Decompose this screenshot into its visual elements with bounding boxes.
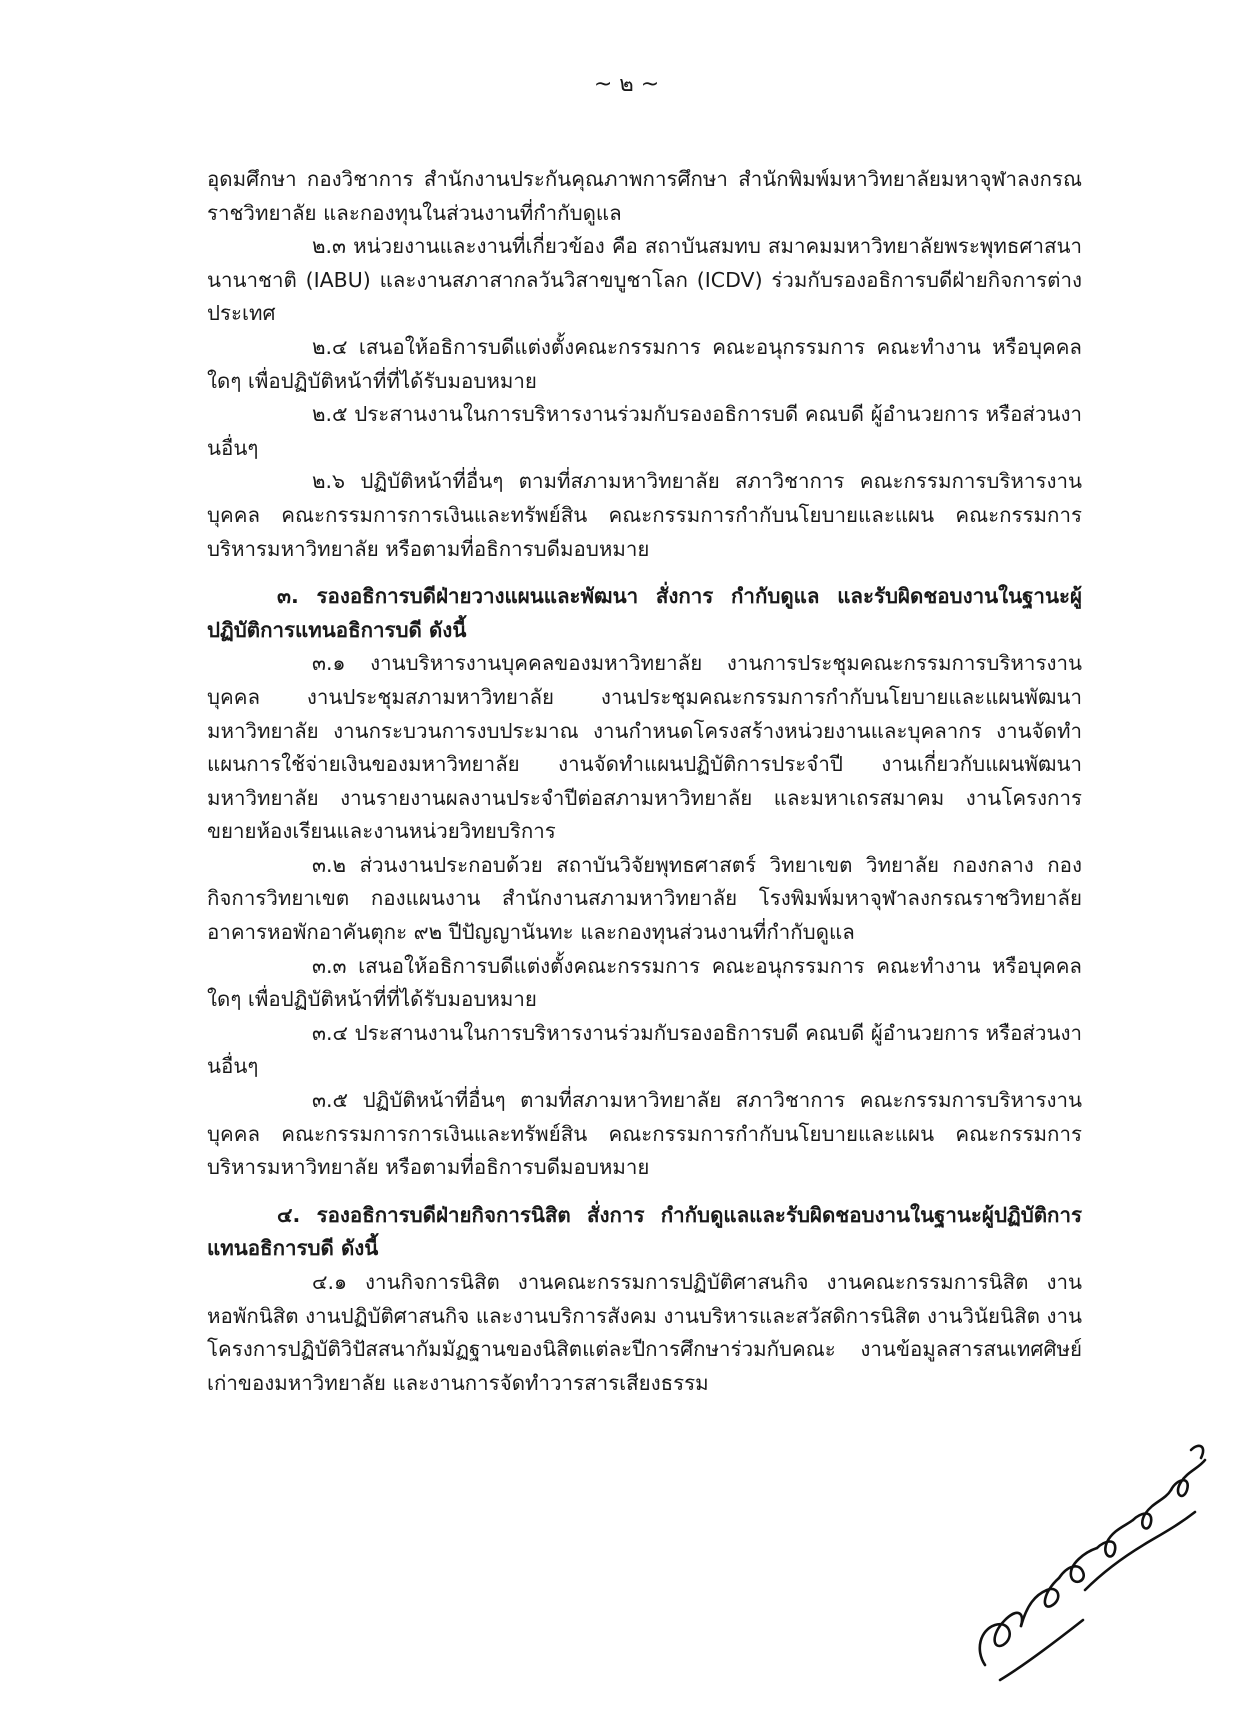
paragraph-2-6: ๒.๖ ปฏิบัติหน้าที่อื่นๆ ตามที่สภามหาวิทยาลัย สภาวิชาการ คณะกรรมการบริหารงานบุคคล คณะกรรมการการเงินและทรัพย์สิน คณะกรรมการกำกับนโยบายและแผน คณะกรรมการบริหารมหาวิทยาลัย หรือตามที่อธิการบดีมอบหมาย xyxy=(207,469,1082,561)
page-number: ~ ๒ ~ xyxy=(593,72,660,97)
paragraph-3-2: ๓.๒ ส่วนงานประกอบด้วย สถาบันวิจัยพุทธศาสตร์ วิทยาเขต วิทยาลัย กองกลาง กองกิจการวิทยาเขต กองแผนงาน สำนักงานสภามหาวิทยาลัย โรงพิมพ์มหาจุฬาลงกรณราชวิทยาลัย อาคารหอพักอาคันตุกะ ๙๒ ปีปัญญานันทะ และกองทุนส่วนงานที่กำกับดูแล xyxy=(207,852,1082,945)
section-4-heading: ๔. รองอธิการบดีฝ่ายกิจการนิสิต สั่งการ กำกับดูแลและรับผิดชอบงานในฐานะผู้ปฏิบัติการแทนอธิการบดี ดังนี้ xyxy=(207,1202,1082,1261)
section-3-heading: ๓. รองอธิการบดีฝ่ายวางแผนและพัฒนา สั่งการ กำกับดูแล และรับผิดชอบงานในฐานะผู้ปฏิบัติการแทนอธิการบดี ดังนี้ xyxy=(207,584,1082,642)
paragraph-3-1: ๓.๑ งานบริหารงานบุคคลของมหาวิทยาลัย งานการประชุมคณะกรรมการบริหารงานบุคคล งานประชุมสภามหาวิทยาลัย งานประชุมคณะกรรมการกำกับนโยบายและแผนพัฒนามหาวิทยาลัย งานกระบวนการงบประมาณ งานกำหนดโครงสร้างหน่วยงานและบุคลากร งานจัดทำแผนการใช้จ่ายเงินของมหาวิทยาลัย งานจัดทำแผนปฏิบัติการประจำปี งานเกี่ยวกับแผนพัฒนามหาวิทยาลัย งานรายงานผลงานประจำปีต่อสภามหาวิทยาลัย และมหาเถรสมาคม งานโครงการขยายห้องเรียนและงานหน่วยวิทยบริการ xyxy=(207,651,1082,844)
paragraph-2-5: ๒.๕ ประสานงานในการบริหารงานร่วมกับรองอธิการบดี คณบดี ผู้อำนวยการ หรือส่วนงานอื่นๆ xyxy=(207,402,1082,460)
document-body xyxy=(207,163,1082,1400)
paragraph-2-3: ๒.๓ หน่วยงานและงานที่เกี่ยวข้อง คือ สถาบันสมทบ สมาคมมหาวิทยาลัยพระพุทธศาสนานานาชาติ (IABU) และงานสภาสากลวันวิสาขบูชาโลก (ICDV) ร่วมกับรองอธิการบดีฝ่ายกิจการต่างประเทศ xyxy=(207,234,1082,326)
paragraph-2-4: ๒.๔ เสนอให้อธิการบดีแต่งตั้งคณะกรรมการ คณะอนุกรรมการ คณะทำงาน หรือบุคคลใดๆ เพื่อปฏิบัติหน้าที่ที่ได้รับมอบหมาย xyxy=(207,334,1082,393)
paragraph-3-5: ๓.๕ ปฏิบัติหน้าที่อื่นๆ ตามที่สภามหาวิทยาลัย สภาวิชาการ คณะกรรมการบริหารงานบุคคล คณะกรรมการการเงินและทรัพย์สิน คณะกรรมการกำกับนโยบายและแผน คณะกรรมการบริหารมหาวิทยาลัย หรือตามที่อธิการบดีมอบหมาย xyxy=(207,1088,1082,1180)
paragraph-4-1: ๔.๑ งานกิจการนิสิต งานคณะกรรมการปฏิบัติศาสนกิจ งานคณะกรรมการนิสิต งานหอพักนิสิต งานปฏิบัติศาสนกิจ และงานบริการสังคม งานบริหารและสวัสดิการนิสิต งานวินัยนิสิต งานโครงการปฏิบัติวิปัสสนากัมมัฏฐานของนิสิตแต่ละปีการศึกษาร่วมกับคณะ งานข้อมูลสารสนเทศศิษย์เก่าของมหาวิทยาลัย และงานการจัดทำวารสารเสียงธรรม xyxy=(207,1270,1082,1395)
paragraph-3-3: ๓.๓ เสนอให้อธิการบดีแต่งตั้งคณะกรรมการ คณะอนุกรรมการ คณะทำงาน หรือบุคคลใดๆ เพื่อปฏิบัติหน้าที่ที่ได้รับมอบหมาย xyxy=(207,953,1082,1012)
handwritten-signature xyxy=(955,1380,1220,1700)
paragraph-3-4: ๓.๔ ประสานงานในการบริหารงานร่วมกับรองอธิการบดี คณบดี ผู้อำนวยการ หรือส่วนงานอื่นๆ xyxy=(207,1020,1082,1079)
paragraph-2-2-continued: อุดมศึกษา กองวิชาการ สำนักงานประกันคุณภาพการศึกษา สำนักพิมพ์มหาวิทยาลัยมหาจุฬาลงกรณราชวิทยาลัย และกองทุนในส่วนงานที่กำกับดูแล xyxy=(207,167,1082,225)
